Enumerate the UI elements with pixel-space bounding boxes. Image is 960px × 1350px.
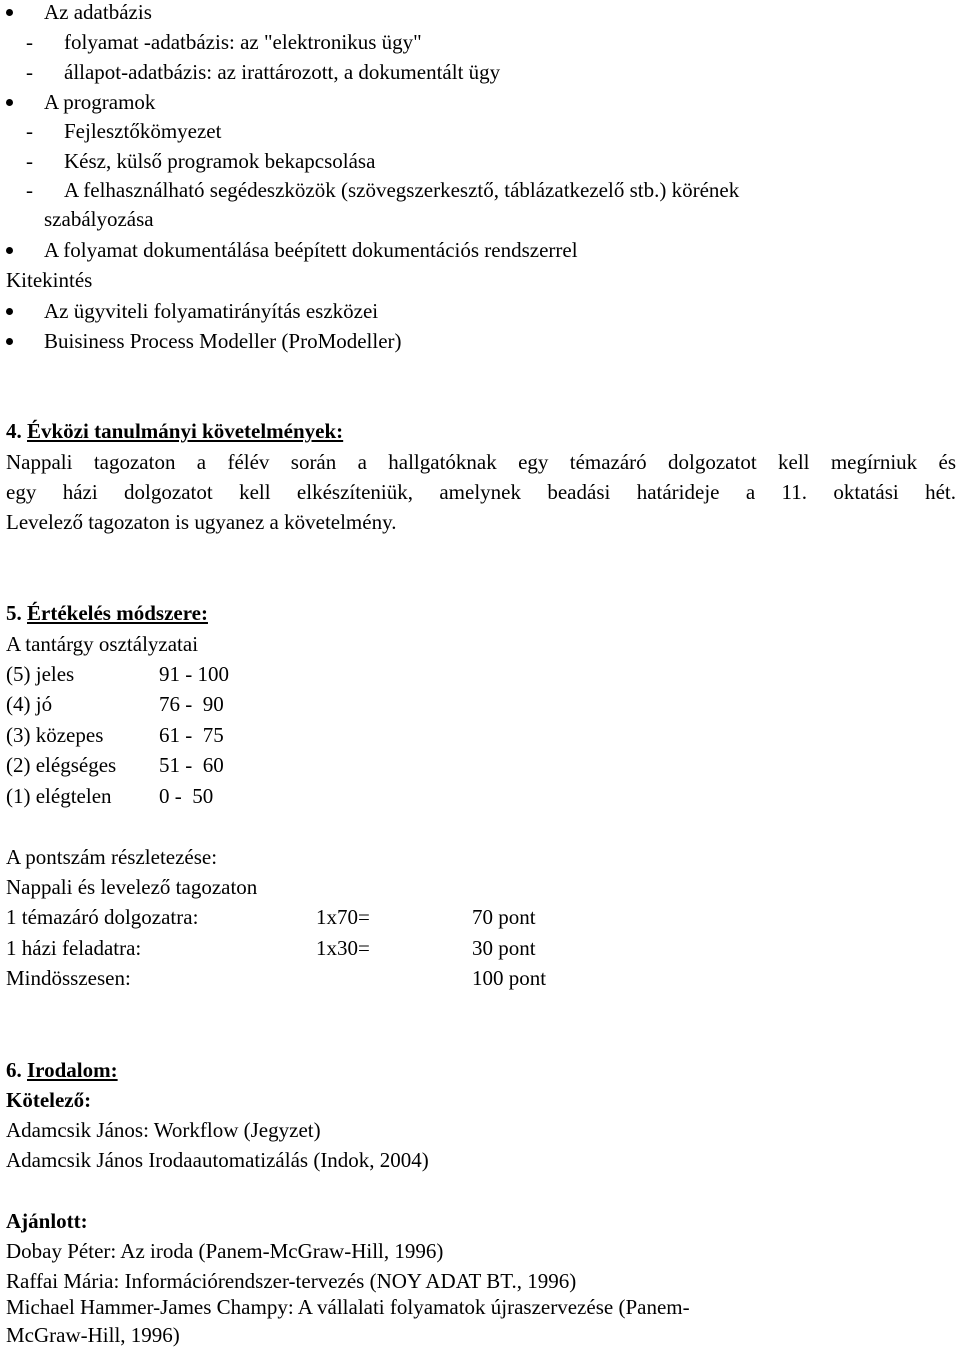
section-4-heading xyxy=(6,416,343,446)
list-item-text: Kész, külső programok bekapcsolása xyxy=(64,149,376,173)
points-row xyxy=(6,902,536,932)
grade-row xyxy=(6,689,224,719)
paragraph-line: egy házi dolgozatot kell elkészíteniük, amelynek beadási határideje a 11. oktatási hét. xyxy=(6,480,956,504)
reference-item: Adamcsik János: Workflow (Jegyzet) xyxy=(6,1118,321,1142)
list-item-text: Az ügyviteli folyamatirányítás eszközei xyxy=(44,299,379,323)
dash-icon: - xyxy=(26,30,33,54)
grade-label: (1) elégtelen xyxy=(6,784,112,808)
points-subtitle: Nappali és levelező tagozaton xyxy=(6,875,258,899)
points-total: 30 pont xyxy=(472,936,536,960)
bullet-icon xyxy=(6,338,13,345)
grade-label: (4) jó xyxy=(6,692,53,716)
section-number: 4. xyxy=(6,419,22,443)
grade-range: 51 - 60 xyxy=(159,753,224,777)
grade-range: 76 - 90 xyxy=(159,692,224,716)
reference-item: Michael Hammer-James Champy: A vállalati folyamatok újraszervezése (Panem- xyxy=(6,1295,690,1319)
section-title: Irodalom: xyxy=(27,1058,118,1082)
reference-item: McGraw-Hill, 1996) xyxy=(6,1323,180,1347)
list-item-text: állapot-adatbázis: az irattározott, a dokumentált ügy xyxy=(64,60,501,84)
list-item-text: A programok xyxy=(44,90,156,114)
points-calc: 1x30= xyxy=(316,936,370,960)
dash-icon: - xyxy=(26,119,33,143)
grade-range: 0 - 50 xyxy=(159,784,214,808)
grade-label: (3) közepes xyxy=(6,723,104,747)
reference-item: Adamcsik János Irodaautomatizálás (Indok, 2004) xyxy=(6,1148,429,1172)
bullet-icon xyxy=(6,9,13,16)
points-total: 100 pont xyxy=(472,966,547,990)
points-row xyxy=(6,933,536,963)
section-5-heading xyxy=(6,598,208,628)
paragraph-line: Levelező tagozaton is ugyanez a követelmény. xyxy=(6,510,397,534)
list-item-text: Az adatbázis xyxy=(44,0,152,24)
list-item-text: Buisiness Process Modeller (ProModeller) xyxy=(44,329,402,353)
grade-range: 91 - 100 xyxy=(159,662,229,686)
grade-row xyxy=(6,750,224,780)
dash-icon: - xyxy=(26,149,33,173)
grade-row xyxy=(6,781,214,811)
section-title: Értékelés módszere: xyxy=(27,601,208,625)
grade-row xyxy=(6,720,224,750)
bullet-icon xyxy=(6,247,13,254)
section-title: Évközi tanulmányi követelmények: xyxy=(27,419,344,443)
section-number: 6. xyxy=(6,1058,22,1082)
required-label: Kötelező: xyxy=(6,1088,92,1112)
points-item: 1 házi feladatra: xyxy=(6,936,142,960)
points-item: Mindösszesen: xyxy=(6,966,131,990)
grade-label: (2) elégséges xyxy=(6,753,117,777)
list-item-text: Fejlesztőkömyezet xyxy=(64,119,222,143)
recommended-label: Ajánlott: xyxy=(6,1209,88,1233)
list-item-text: folyamat -adatbázis: az "elektronikus ügy" xyxy=(64,30,422,54)
list-item-text: A felhasználható segédeszközök (szövegszerkesztő, táblázatkezelő stb.) körének xyxy=(64,178,740,202)
bullet-icon xyxy=(6,308,13,315)
grade-row xyxy=(6,659,229,689)
paragraph-line: Nappali tagozaton a félév során a hallgatóknak egy témazáró dolgozatot kell megírniuk és xyxy=(6,450,956,474)
points-total: 70 pont xyxy=(472,905,536,929)
list-item-continuation: szabályozása xyxy=(44,207,154,231)
section-number: 5. xyxy=(6,601,22,625)
list-item-text: A folyamat dokumentálása beépített dokumentációs rendszerrel xyxy=(44,238,578,262)
dash-icon: - xyxy=(26,60,33,84)
bullet-icon xyxy=(6,99,13,106)
grades-title: A tantárgy osztályzatai xyxy=(6,632,199,656)
points-calc: 1x70= xyxy=(316,905,370,929)
dash-icon: - xyxy=(26,178,33,202)
points-row xyxy=(6,963,547,993)
points-title: A pontszám részletezése: xyxy=(6,845,218,869)
points-item: 1 témazáró dolgozatra: xyxy=(6,905,199,929)
grade-label: (5) jeles xyxy=(6,662,75,686)
reference-item: Raffai Mária: Információrendszer-tervezés (NOY ADAT BT., 1996) xyxy=(6,1269,577,1293)
grade-range: 61 - 75 xyxy=(159,723,224,747)
section-6-heading xyxy=(6,1055,118,1085)
section-4-paragraph xyxy=(6,447,956,537)
reference-item: Dobay Péter: Az iroda (Panem-McGraw-Hill, 1996) xyxy=(6,1239,444,1263)
kitekintes-title: Kitekintés xyxy=(6,268,93,292)
